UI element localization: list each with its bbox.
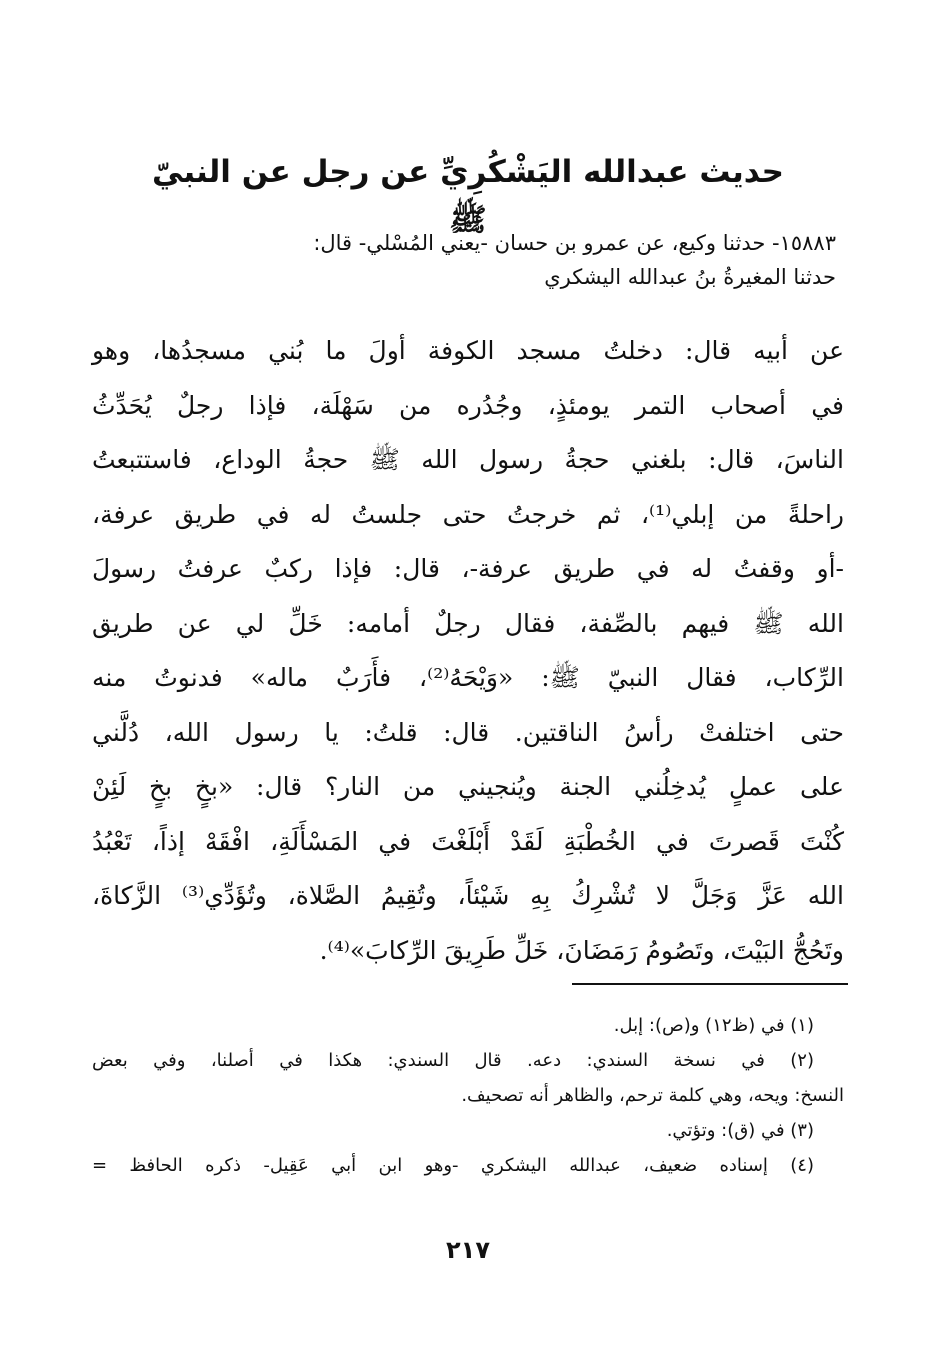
- footnote-2: (٢) في نسخة السندي: دعه. قال السندي: هكذا في أصلنا، وفي بعض: [92, 1050, 814, 1071]
- footnotes: [92, 1008, 844, 1183]
- footnote-3: (٣) في (ق): وتؤتي.: [666, 1120, 814, 1141]
- matn-line: راحلةً من إبلي⁽¹⁾، ثم خرجتُ حتى جلستُ له في طريق عرفة،: [92, 499, 844, 529]
- isnad-line: حدثنا المغيرةُ بنُ عبدالله اليشكري: [544, 265, 836, 289]
- matn-line: عن أبيه قال: دخلتُ مسجد الكوفة أولَ ما بُني مسجدُها، وهو: [92, 336, 844, 365]
- footnote-4: (٤) إسناده ضعيف، عبدالله اليشكري -وهو ابن أبي عَقِيل- ذكره الحافظ =: [92, 1155, 814, 1176]
- matn-line: كُنْتَ قَصرتَ في الخُطْبَةِ لَقَدْ أَبْلَغْتَ في المَسْأَلَةِ، افْقَهْ إذاً، تَعْبُدُ: [92, 826, 845, 856]
- matn-line: -أو وقفتُ له في طريق عرفة-، قال: فإذا ركبٌ عرفتُ رسولَ: [92, 554, 844, 583]
- chapter-title: حديث عبدالله اليَشْكُرِيِّ عن رجل عن النبيّ ﷺ: [151, 154, 785, 238]
- matn-line: الله ﷺ فيهم بالصِّفة، فقال رجلٌ أمامه: خَلِّ لي عن طريق: [92, 608, 844, 638]
- isnad-line: ١٥٨٨٣- حدثنا وكيع، عن عمرو بن حسان -يعني المُسْلي- قال:: [313, 231, 836, 255]
- footnote-1: (١) في (ظ١٢) و(ص): إبل.: [613, 1015, 814, 1036]
- hadith-isnad: [100, 226, 836, 294]
- matn-line: الناسَ، قال: بلغني حجةُ رسول الله ﷺ حجةُ الوداع، فاستتبعتُ: [92, 445, 844, 474]
- page-number: ٢١٧: [446, 1236, 490, 1264]
- matn-line: حتى اختلفتْ رأسُ الناقتين. قال: قلتُ: يا رسول الله، دُلَّني: [92, 717, 844, 747]
- matn-line: الرِّكاب، فقال النبيّ ﷺ: «وَيْحَهُ⁽²⁾، فأَرَبٌ ماله» فدنوتُ منه: [92, 663, 844, 692]
- matn-line: وتَحُجُّ البَيْتَ، وتَصُومُ رَمَضَانَ، خَلِّ طَرِيقَ الرِّكابَ»⁽⁴⁾.: [319, 935, 844, 965]
- matn-line: الله عَزَّ وَجَلَّ لا تُشْرِكُ بِهِ شَيْئاً، وتُقِيمُ الصَّلاة، وتُؤَدِّي⁽³⁾ الزَّكاةَ،: [92, 881, 844, 910]
- hadith-text: [92, 324, 844, 978]
- matn-line: في أصحاب التمر يومئذٍ، وجُدُره من سَهْلَة، فإذا رجلٌ يُحَدِّثُ: [92, 390, 844, 420]
- footnote-2-continued: النسخ: ويحه، وهي كلمة ترحم، والظاهر أنه تصحيف.: [461, 1085, 844, 1106]
- matn-line: على عملٍ يُدخِلُني الجنة ويُنجيني من النار؟ قال: «بخٍ بخٍ لَئِنْ: [92, 772, 844, 801]
- footnote-separator: [572, 983, 848, 985]
